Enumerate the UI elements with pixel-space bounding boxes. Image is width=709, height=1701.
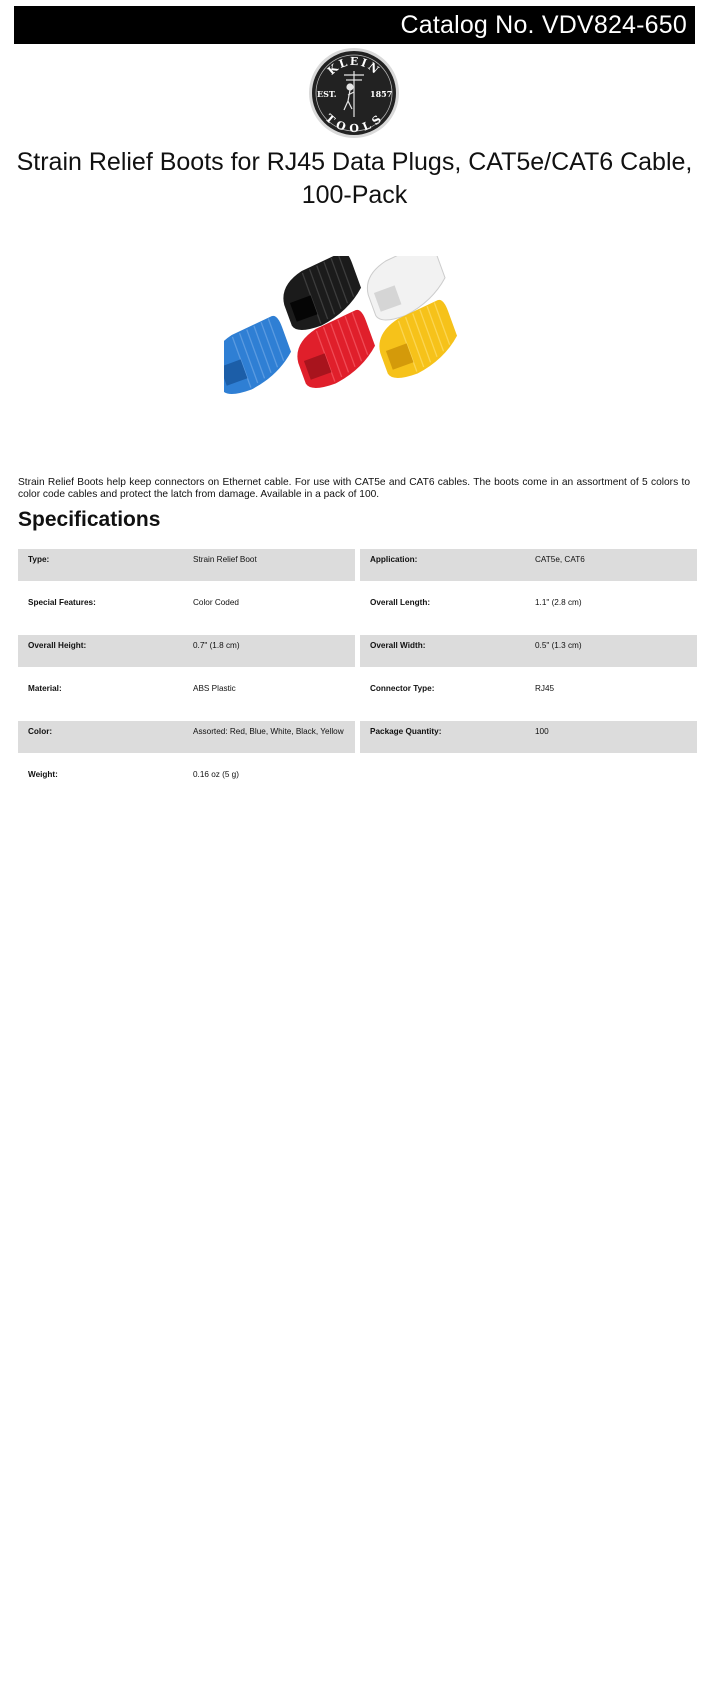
product-image [224,256,484,424]
spec-cell [18,764,355,796]
logo-top-text: KLEIN [325,54,383,78]
spec-cell [360,592,697,624]
spec-cell [360,635,697,667]
klein-tools-logo [308,47,400,139]
spec-value: 1.1" (2.8 cm) [535,598,582,607]
spec-label: Material: [28,684,62,693]
spec-row [18,635,697,678]
spec-cell [18,721,355,753]
specifications-table [18,549,697,807]
spec-row [18,721,697,764]
spec-value: ABS Plastic [193,684,236,693]
spec-value: Color Coded [193,598,239,607]
spec-cell [360,549,697,581]
spec-row [18,764,697,807]
spec-cell [360,721,697,753]
spec-cell [18,635,355,667]
logo-bottom-text: TOOLS [322,111,386,136]
logo-left-text: EST. [317,89,337,99]
catalog-number: Catalog No. VDV824-650 [400,11,687,39]
spec-label: Type: [28,555,50,564]
spec-value: 100 [535,727,549,736]
spec-label: Application: [370,555,418,564]
spec-value: CAT5e, CAT6 [535,555,585,564]
spec-cell [18,678,355,710]
spec-value: Assorted: Red, Blue, White, Black, Yellow [193,727,344,736]
spec-label: Special Features: [28,598,96,607]
spec-value: 0.16 oz (5 g) [193,770,239,779]
spec-label: Connector Type: [370,684,435,693]
catalog-bar [14,6,695,44]
spec-label: Package Quantity: [370,727,442,736]
spec-row [18,592,697,635]
spec-cell [360,678,697,710]
spec-row [18,549,697,592]
specifications-heading: Specifications [18,508,161,531]
spec-cell [18,592,355,624]
spec-value: RJ45 [535,684,555,693]
spec-row [18,678,697,721]
spec-value: 0.7" (1.8 cm) [193,641,240,650]
spec-cell [18,549,355,581]
product-description: Strain Relief Boots help keep connectors on Ethernet cable. For use with CAT5e and CAT6 cables. The boots come in an assortment of 5 colors to color code cables and protect the latch from damage. Available in a pack of 100. [18,477,690,500]
spec-label: Color: [28,727,53,736]
blue-boot [224,314,299,399]
spec-label: Weight: [28,770,58,779]
product-title: Strain Relief Boots for RJ45 Data Plugs, CAT5e/CAT6 Cable, 100-Pack [16,148,693,209]
logo-right-text: 1857 [370,89,393,99]
spec-value: Strain Relief Boot [193,555,257,564]
spec-value: 0.5" (1.3 cm) [535,641,582,650]
spec-label: Overall Width: [370,641,426,650]
spec-label: Overall Height: [28,641,87,650]
spec-label: Overall Length: [370,598,431,607]
